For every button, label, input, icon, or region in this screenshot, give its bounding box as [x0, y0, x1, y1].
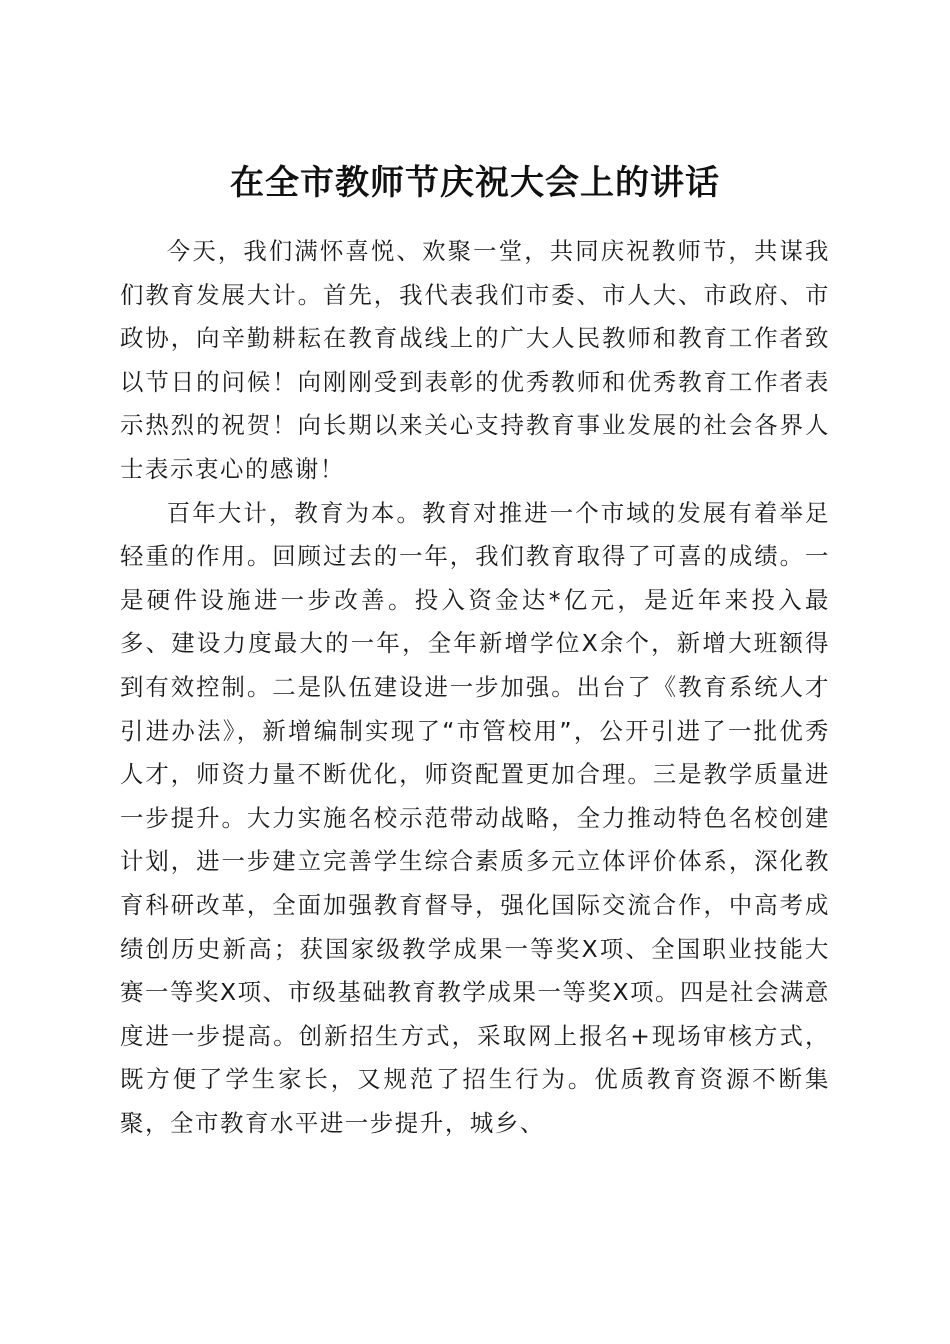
paragraph-achievements: 百年大计，教育为本。教育对推进一个市域的发展有着举足轻重的作用。回顾过去的一年，我们教育取得了可喜的成绩。一是硬件设施进一步改善。投入资金达*亿元，是近年来投入最多、建设力度最大的一年，全年新增学位X余个，新增大班额得到有效控制。二是队伍建设进一步加强。出台了《教育系统人才引进办法》，新增编制实现了“市管校用”，公开引进了一批优秀人才，师资力量不断优化，师资配置更加合理。三是教学质量进一步提升。大力实施名校示范带动战略，全力推动特色名校创建计划，进一步建立完善学生综合素质多元立体评价体系，深化教育科研改革，全面加强教育督导，强化国际交流合作，中高考成绩创历史新高；获国家级教学成果一等奖X项、全国职业技能大赛一等奖X项、市级基础教育教学成果一等奖X项。四是社会满意度进一步提高。创新招生方式，采取网上报名+现场审核方式，既方便了学生家长，又规范了招生行为。优质教育资源不断集聚，全市教育水平进一步提升，城乡、 [120, 498, 830, 1137]
paragraph-greeting: 今天，我们满怀喜悦、欢聚一堂，共同庆祝教师节，共谋我们教育发展大计。首先，我代表我们市委、市人大、市政府、市政协，向辛勤耕耘在教育战线上的广大人民教师和教育工作者致以节日的问候！向刚刚受到表彰的优秀教师和优秀教育工作者表示热烈的祝贺！向长期以来关心支持教育事业发展的社会各界人士表示衷心的感谢！ [120, 237, 830, 483]
document-title: 在全市教师节庆祝大会上的讲话 [230, 162, 720, 203]
document-body [120, 230, 830, 1145]
